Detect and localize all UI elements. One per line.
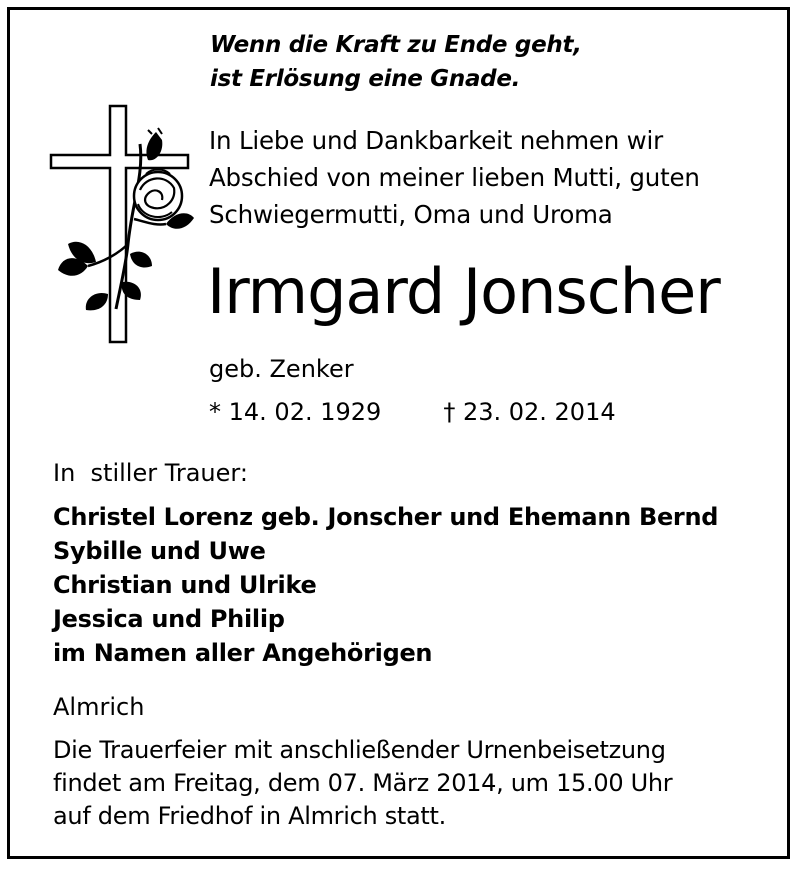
- cross-with-rose-icon: [48, 104, 198, 349]
- family-line: Christian und Ulrike: [53, 571, 317, 599]
- family-line: Jessica und Philip: [53, 605, 285, 633]
- birth-date: * 14. 02. 1929: [209, 398, 382, 426]
- motto-line-2: ist Erlösung eine Gnade.: [210, 66, 521, 92]
- service-line-2: findet am Freitag, dem 07. März 2014, um 15.00 Uhr: [53, 769, 673, 797]
- death-date: † 23. 02. 2014: [443, 398, 616, 426]
- intro-line-1: In Liebe und Dankbarkeit nehmen wir: [209, 126, 664, 155]
- family-line: im Namen aller Angehörigen: [53, 639, 433, 667]
- family-list: [53, 500, 718, 670]
- mourning-label: In stiller Trauer:: [53, 459, 248, 487]
- service-line-3: auf dem Friedhof in Almrich statt.: [53, 802, 446, 830]
- motto-line-1: Wenn die Kraft zu Ende geht,: [210, 32, 582, 58]
- deceased-name: Irmgard Jonscher: [207, 255, 720, 328]
- life-dates: [209, 395, 616, 429]
- service-line-1: Die Trauerfeier mit anschließender Urnenbeisetzung: [53, 736, 666, 764]
- maiden-name: geb. Zenker: [209, 355, 354, 383]
- intro-line-3: Schwiegermutti, Oma und Uroma: [209, 200, 613, 229]
- family-line: Christel Lorenz geb. Jonscher und Ehemann Bernd: [53, 503, 719, 531]
- intro-line-2: Abschied von meiner lieben Mutti, guten: [209, 163, 700, 192]
- motto: [210, 28, 582, 96]
- place: Almrich: [53, 693, 145, 721]
- family-line: Sybille und Uwe: [53, 537, 266, 565]
- intro-text: [209, 122, 700, 233]
- service-info: [53, 734, 672, 833]
